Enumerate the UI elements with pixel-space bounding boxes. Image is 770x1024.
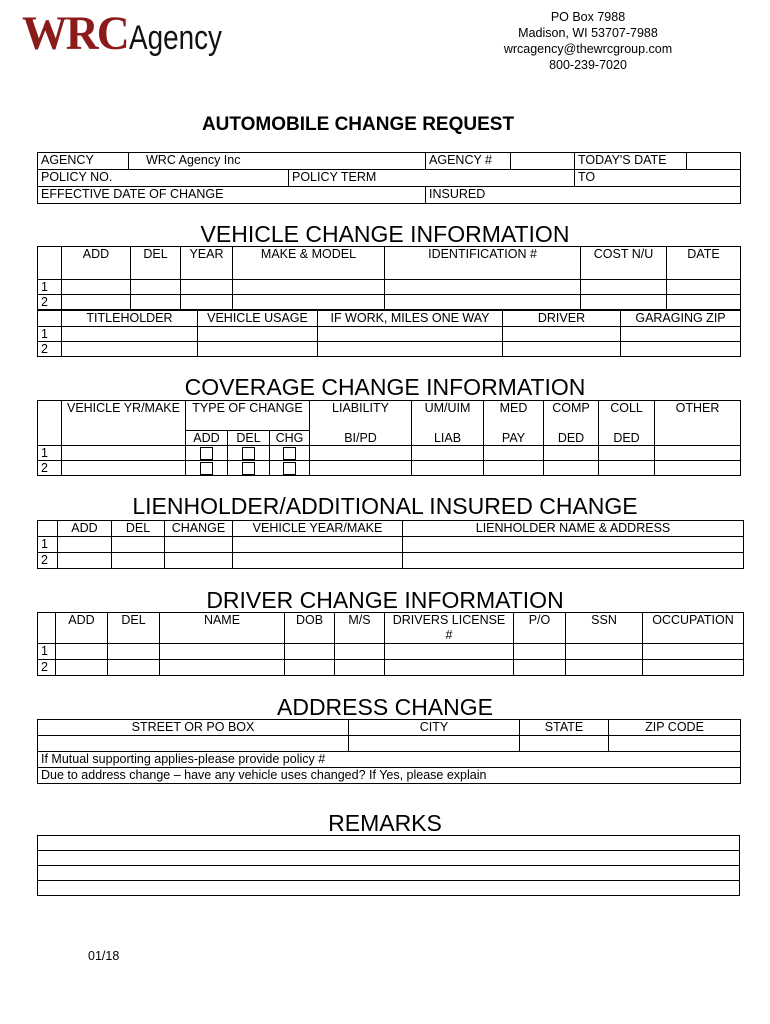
type-of-change-header: TYPE OF CHANGE	[186, 401, 310, 431]
city-field[interactable]	[349, 736, 520, 752]
cov-cell[interactable]	[62, 446, 186, 461]
driver-header: DRIVER	[503, 311, 621, 327]
drv-cell[interactable]	[566, 660, 643, 676]
effective-date-label: EFFECTIVE DATE OF CHANGE	[41, 187, 224, 201]
cov-cell[interactable]	[310, 446, 412, 461]
logo-agency-text: Agency	[129, 19, 223, 57]
cov-cell[interactable]	[599, 461, 655, 476]
veh-cell[interactable]	[131, 280, 181, 295]
veh2-cell[interactable]	[62, 327, 198, 342]
logo-wrc-text: WRC	[22, 7, 128, 60]
veh-row-number: 1	[38, 280, 62, 295]
policy-term-to-field[interactable]	[575, 170, 741, 187]
vehicle-table-1	[37, 246, 741, 310]
veh2-cell[interactable]	[198, 327, 318, 342]
cov-vehicle-header-blank	[62, 431, 186, 446]
state-field[interactable]	[520, 736, 609, 752]
contact-block	[468, 9, 708, 73]
policy-term-field[interactable]	[289, 170, 575, 187]
drv-row-number: 1	[38, 644, 56, 660]
drv-cell[interactable]	[160, 660, 285, 676]
drv-cell[interactable]	[285, 644, 335, 660]
drv-cell[interactable]	[643, 660, 744, 676]
todays-date-label: TODAY'S DATE	[575, 153, 687, 170]
liability-header: LIABILITY	[310, 401, 412, 431]
veh2-cell[interactable]	[621, 342, 741, 357]
veh-make-model-header: MAKE & MODEL	[233, 247, 385, 280]
vehicle-section-title: VEHICLE CHANGE INFORMATION	[200, 221, 570, 247]
cov-cell[interactable]	[484, 461, 544, 476]
agency-value: WRC Agency Inc	[146, 153, 241, 167]
coverage-section-title: COVERAGE CHANGE INFORMATION	[184, 374, 586, 400]
veh2-cell[interactable]	[503, 327, 621, 342]
mutual-policy-field[interactable]	[38, 752, 741, 768]
miles-one-way-header: IF WORK, MILES ONE WAY	[318, 311, 503, 327]
remarks-line[interactable]	[38, 851, 740, 866]
veh2-cell[interactable]	[62, 342, 198, 357]
um-uim-header: UM/UIM	[412, 401, 484, 431]
drv-dob-header: DOB	[285, 613, 335, 644]
veh-cell[interactable]	[233, 295, 385, 310]
add-checkbox[interactable]	[200, 447, 213, 460]
veh-cell[interactable]	[233, 280, 385, 295]
header-fields-table	[37, 152, 741, 204]
cov-cell[interactable]	[62, 461, 186, 476]
lien-del-header: DEL	[112, 521, 165, 537]
lien-vehicle-header: VEHICLE YEAR/MAKE	[233, 521, 403, 537]
row-number-header	[38, 431, 62, 446]
lien-cell[interactable]	[112, 537, 165, 553]
lien-cell[interactable]	[233, 553, 403, 569]
lien-cell[interactable]	[58, 537, 112, 553]
drv-cell[interactable]	[514, 644, 566, 660]
liab-header: LIAB	[412, 431, 484, 446]
veh2-row-number: 2	[38, 342, 62, 357]
drv-del-header: DEL	[108, 613, 160, 644]
veh-cell[interactable]	[581, 280, 667, 295]
row-number-header	[38, 613, 56, 644]
agency-no-field[interactable]	[511, 153, 575, 170]
veh-year-header: YEAR	[181, 247, 233, 280]
cov-add-header: ADD	[186, 431, 228, 446]
cov-del-checkbox-cell	[228, 446, 270, 461]
lien-cell[interactable]	[112, 553, 165, 569]
veh-cell[interactable]	[667, 295, 741, 310]
veh-cell[interactable]	[62, 280, 131, 295]
veh2-cell[interactable]	[198, 342, 318, 357]
veh-row-number: 2	[38, 295, 62, 310]
drv-cell[interactable]	[285, 660, 335, 676]
lien-add-header: ADD	[58, 521, 112, 537]
veh-id-header: IDENTIFICATION #	[385, 247, 581, 280]
cov-cell[interactable]	[655, 461, 741, 476]
insured-field[interactable]	[426, 187, 741, 204]
drv-cell[interactable]	[160, 644, 285, 660]
lienholder-section-title: LIENHOLDER/ADDITIONAL INSURED CHANGE	[132, 493, 638, 519]
comp-ded-header: DED	[544, 431, 599, 446]
address-section-title: ADDRESS CHANGE	[277, 694, 493, 720]
garaging-zip-header: GARAGING ZIP	[621, 311, 741, 327]
row-number-header	[38, 247, 62, 280]
row-number-header	[38, 401, 62, 431]
wrc-agency-logo	[22, 6, 243, 61]
drv-cell[interactable]	[385, 644, 514, 660]
lien-cell[interactable]	[165, 537, 233, 553]
mutual-note: If Mutual supporting applies-please provide policy #	[41, 752, 326, 766]
drv-cell[interactable]	[56, 660, 108, 676]
cov-add-checkbox-cell	[186, 461, 228, 476]
chg-checkbox[interactable]	[283, 447, 296, 460]
veh-del-header: DEL	[131, 247, 181, 280]
zip-field[interactable]	[609, 736, 741, 752]
lien-cell[interactable]	[403, 537, 744, 553]
drv-po-header: P/O	[514, 613, 566, 644]
vehicle-uses-note: Due to address change – have any vehicle uses changed? If Yes, please explain	[41, 768, 487, 782]
vehicle-usage-header: VEHICLE USAGE	[198, 311, 318, 327]
cov-del-header: DEL	[228, 431, 270, 446]
policy-term-label: POLICY TERM	[292, 170, 377, 184]
insured-label: INSURED	[429, 187, 486, 201]
drv-cell[interactable]	[335, 644, 385, 660]
form-title: AUTOMOBILE CHANGE REQUEST	[201, 114, 515, 135]
cov-chg-checkbox-cell	[270, 446, 310, 461]
drv-cell[interactable]	[108, 644, 160, 660]
veh-cell[interactable]	[181, 280, 233, 295]
cov-vehicle-header: VEHICLE YR/MAKE	[62, 401, 186, 431]
form-revision: 01/18	[88, 949, 120, 963]
drv-cell[interactable]	[108, 660, 160, 676]
lien-cell[interactable]	[403, 553, 744, 569]
drv-add-header: ADD	[56, 613, 108, 644]
contact-city: Madison, WI 53707-7988	[518, 26, 658, 40]
drv-cell[interactable]	[643, 644, 744, 660]
veh-cell[interactable]	[62, 295, 131, 310]
cov-row-number: 1	[38, 446, 62, 461]
policy-no-field[interactable]	[38, 170, 289, 187]
comp-header: COMP	[544, 401, 599, 431]
veh2-cell[interactable]	[621, 327, 741, 342]
titleholder-header: TITLEHOLDER	[62, 311, 198, 327]
cov-row-number: 2	[38, 461, 62, 476]
lien-row-number: 2	[38, 553, 58, 569]
drv-ssn-header: SSN	[566, 613, 643, 644]
cov-cell[interactable]	[484, 446, 544, 461]
cov-del-checkbox-cell	[228, 461, 270, 476]
remarks-line[interactable]	[38, 881, 740, 896]
other-header-blank	[655, 431, 741, 446]
zip-header: ZIP CODE	[609, 720, 741, 736]
street-header: STREET OR PO BOX	[38, 720, 349, 736]
veh2-cell[interactable]	[318, 327, 503, 342]
lien-cell[interactable]	[165, 553, 233, 569]
drv-cell[interactable]	[514, 660, 566, 676]
remarks-line[interactable]	[38, 836, 740, 851]
add-checkbox[interactable]	[200, 462, 213, 475]
vehicle-table-2	[37, 310, 741, 357]
remarks-section-title: REMARKS	[328, 810, 442, 836]
del-checkbox[interactable]	[242, 462, 255, 475]
remarks-line[interactable]	[38, 866, 740, 881]
cov-cell[interactable]	[599, 446, 655, 461]
city-header: CITY	[349, 720, 520, 736]
other-header: OTHER	[655, 401, 741, 431]
veh2-cell[interactable]	[503, 342, 621, 357]
driver-table	[37, 612, 744, 676]
contact-email: wrcagency@thewrcgroup.com	[503, 42, 673, 56]
cov-cell[interactable]	[412, 446, 484, 461]
street-field[interactable]	[38, 736, 349, 752]
cov-cell[interactable]	[412, 461, 484, 476]
drv-cell[interactable]	[385, 660, 514, 676]
drv-row-number: 2	[38, 660, 56, 676]
veh2-row-number: 1	[38, 327, 62, 342]
cov-cell[interactable]	[544, 461, 599, 476]
veh-date-header: DATE	[667, 247, 741, 280]
veh-cell[interactable]	[385, 280, 581, 295]
contact-phone: 800-239-7020	[549, 58, 627, 72]
policy-no-label: POLICY NO.	[41, 170, 113, 184]
to-label: TO	[578, 170, 596, 184]
lien-change-header: CHANGE	[165, 521, 233, 537]
agency-label: AGENCY	[38, 153, 129, 170]
veh-add-header: ADD	[62, 247, 131, 280]
agency-field[interactable]	[129, 153, 426, 170]
effective-date-field[interactable]	[38, 187, 426, 204]
cov-chg-header: CHG	[270, 431, 310, 446]
coll-header: COLL	[599, 401, 655, 431]
agency-no-label: AGENCY #	[426, 153, 511, 170]
del-checkbox[interactable]	[242, 447, 255, 460]
todays-date-field[interactable]	[687, 153, 741, 170]
chg-checkbox[interactable]	[283, 462, 296, 475]
veh-cell[interactable]	[385, 295, 581, 310]
cov-chg-checkbox-cell	[270, 461, 310, 476]
lien-name-address-header: LIENHOLDER NAME & ADDRESS	[403, 521, 744, 537]
drv-license-header: DRIVERS LICENSE #	[385, 613, 514, 644]
drv-name-header: NAME	[160, 613, 285, 644]
cov-cell[interactable]	[544, 446, 599, 461]
pay-header: PAY	[484, 431, 544, 446]
cov-cell[interactable]	[310, 461, 412, 476]
cov-add-checkbox-cell	[186, 446, 228, 461]
lien-cell[interactable]	[58, 553, 112, 569]
veh-cost-header: COST N/U	[581, 247, 667, 280]
row-number-header	[38, 311, 62, 327]
veh-cell[interactable]	[581, 295, 667, 310]
veh-cell[interactable]	[131, 295, 181, 310]
row-number-header	[38, 521, 58, 537]
address-table	[37, 719, 741, 784]
state-header: STATE	[520, 720, 609, 736]
bipd-header: BI/PD	[310, 431, 412, 446]
drv-occupation-header: OCCUPATION	[643, 613, 744, 644]
veh2-cell[interactable]	[318, 342, 503, 357]
lienholder-table	[37, 520, 744, 569]
drv-cell[interactable]	[566, 644, 643, 660]
coverage-table	[37, 400, 741, 476]
med-header: MED	[484, 401, 544, 431]
drv-cell[interactable]	[335, 660, 385, 676]
drv-ms-header: M/S	[335, 613, 385, 644]
remarks-table	[37, 835, 740, 896]
veh-cell[interactable]	[667, 280, 741, 295]
vehicle-uses-field[interactable]	[38, 768, 741, 784]
coll-ded-header: DED	[599, 431, 655, 446]
cov-cell[interactable]	[655, 446, 741, 461]
drv-cell[interactable]	[56, 644, 108, 660]
driver-section-title: DRIVER CHANGE INFORMATION	[206, 587, 564, 613]
lien-cell[interactable]	[233, 537, 403, 553]
veh-cell[interactable]	[181, 295, 233, 310]
lien-row-number: 1	[38, 537, 58, 553]
contact-po-box: PO Box 7988	[550, 10, 626, 24]
